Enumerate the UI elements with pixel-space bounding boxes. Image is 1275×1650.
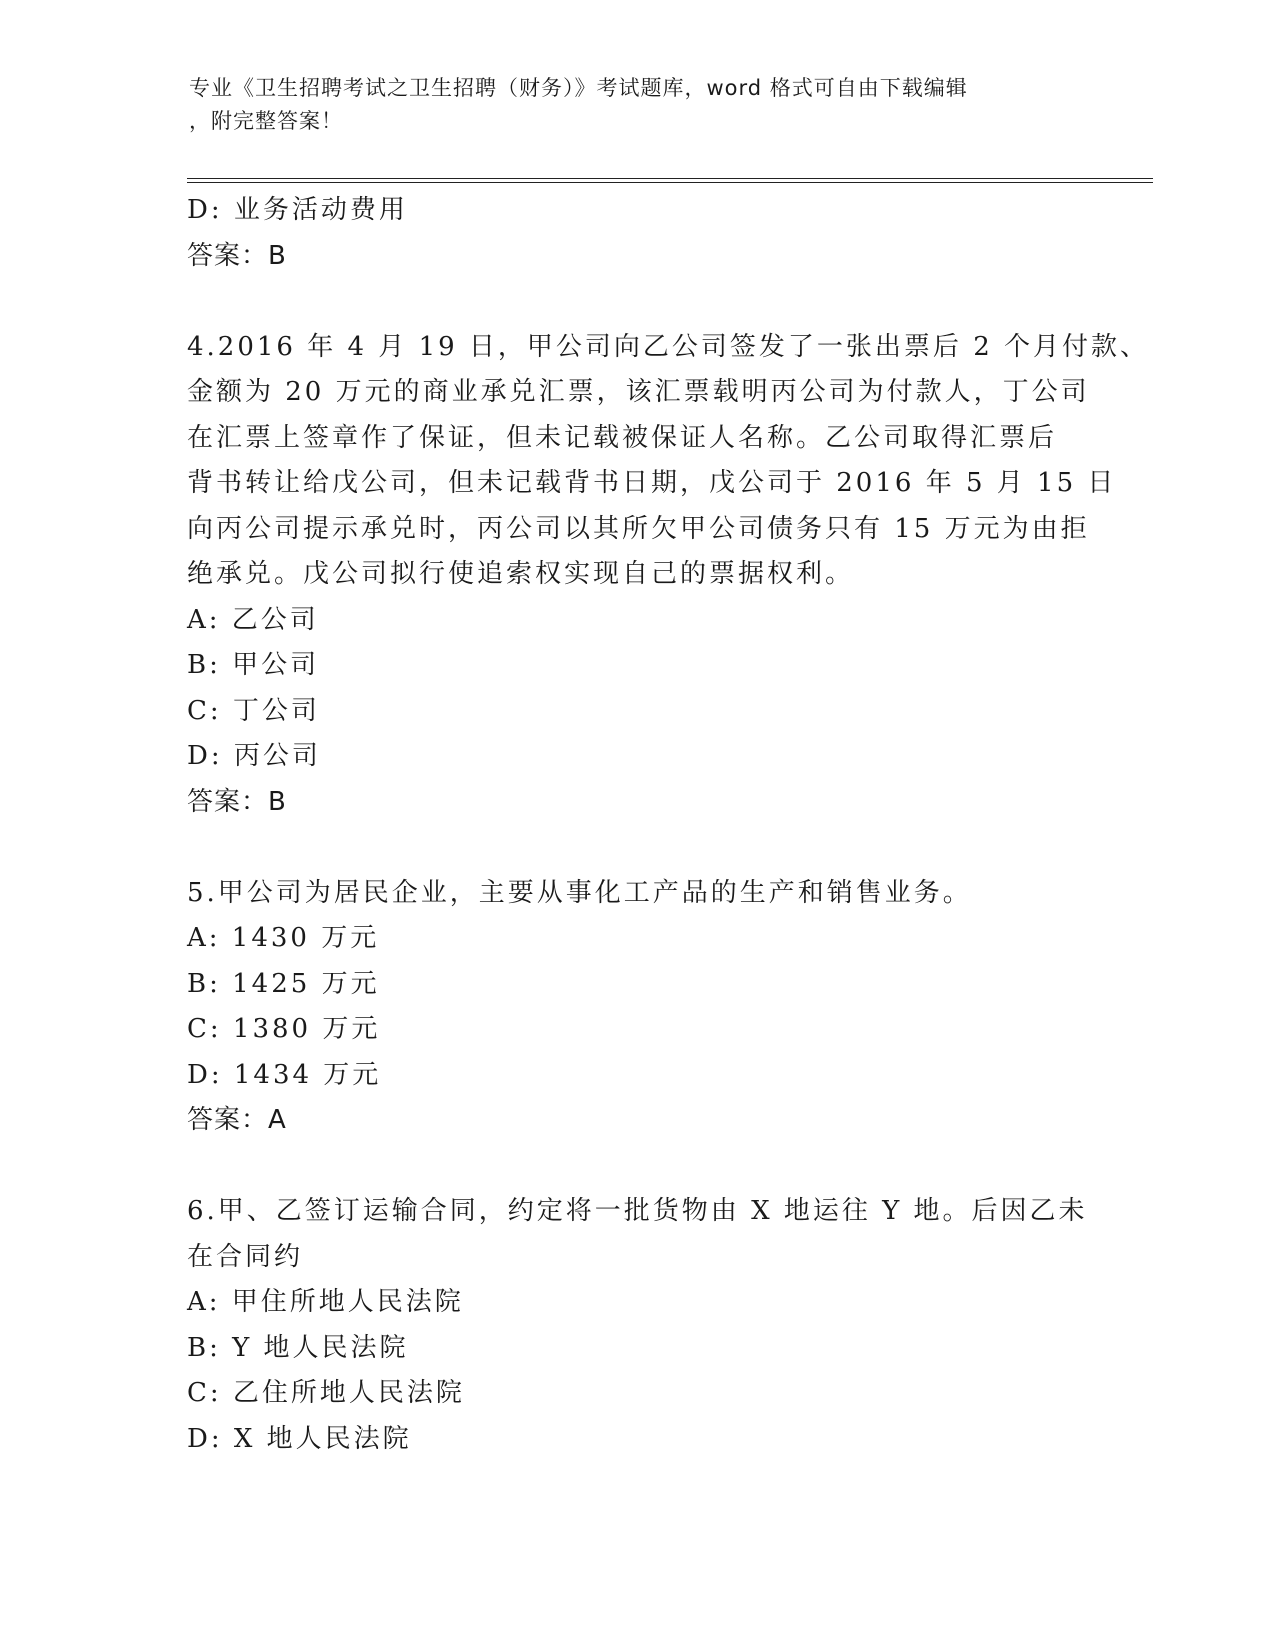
q5-option-d: D: 1434 万元 xyxy=(187,1059,382,1090)
q6-option-d: D: X 地人民法院 xyxy=(187,1423,412,1454)
q4-stem-line: 在汇票上签章作了保证，但未记载被保证人名称。乙公司取得汇票后 xyxy=(187,422,1058,453)
question-content xyxy=(187,188,1149,1462)
question-4 xyxy=(187,325,1149,826)
q4-stem-line: 向丙公司提示承兑时，丙公司以其所欠甲公司债务只有 15 万元为由拒 xyxy=(187,513,1090,544)
header-divider-top xyxy=(187,178,1153,179)
q4-stem-line: 金额为 20 万元的商业承兑汇票，该汇票载明丙公司为付款人，丁公司 xyxy=(187,377,1090,407)
q5-option-b: B: 1425 万元 xyxy=(187,968,380,999)
q3-answer: 答案：B xyxy=(187,240,287,271)
q4-option-a: A: 乙公司 xyxy=(187,604,319,635)
q6-option-b: B: Y 地人民法院 xyxy=(187,1332,409,1363)
q5-stem-line: 5.甲公司为居民企业，主要从事化工产品的生产和销售业务。 xyxy=(187,877,972,908)
question-spacer xyxy=(187,825,1087,871)
q5-option-a: A: 1430 万元 xyxy=(187,923,380,953)
question-6 xyxy=(187,1189,1087,1462)
page-header xyxy=(189,72,1089,138)
q5-option-c: C: 1380 万元 xyxy=(187,1014,381,1044)
q4-stem-line: 4.2016 年 4 月 19 日，甲公司向乙公司签发了一张出票后 2 个月付款、 xyxy=(187,331,1149,362)
q4-stem-line: 绝承兑。戊公司拟行使追索权实现自己的票据权利。 xyxy=(187,559,855,589)
q6-stem-line: 在合同约 xyxy=(187,1241,304,1272)
q6-option-a: A: 甲住所地人民法院 xyxy=(187,1287,464,1317)
q4-option-b: B: 甲公司 xyxy=(187,650,320,680)
q4-option-d: D: 丙公司 xyxy=(187,741,321,771)
q4-option-c: C: 丁公司 xyxy=(187,695,320,726)
q5-answer: 答案：A xyxy=(187,1105,287,1135)
q6-stem-line: 6.甲、乙签订运输合同，约定将一批货物由 X 地运往 Y 地。后因乙未 xyxy=(187,1196,1088,1226)
question-5 xyxy=(187,871,1087,1144)
header-title-line-1: 专业《卫生招聘考试之卫生招聘（财务）》考试题库，word 格式可自由下载编辑 xyxy=(189,76,968,100)
q4-answer: 答案：B xyxy=(187,786,287,817)
question-spacer xyxy=(187,279,1087,325)
q3-option-d: D: 业务活动费用 xyxy=(187,195,408,225)
header-divider-bottom xyxy=(187,182,1153,183)
q4-stem-line: 背书转让给戊公司，但未记载背书日期，戊公司于 2016 年 5 月 15 日 xyxy=(187,468,1117,498)
q6-option-c: C: 乙住所地人民法院 xyxy=(187,1378,465,1408)
question-spacer xyxy=(187,1144,1087,1190)
header-title-line-2: ，附完整答案！ xyxy=(189,109,343,133)
